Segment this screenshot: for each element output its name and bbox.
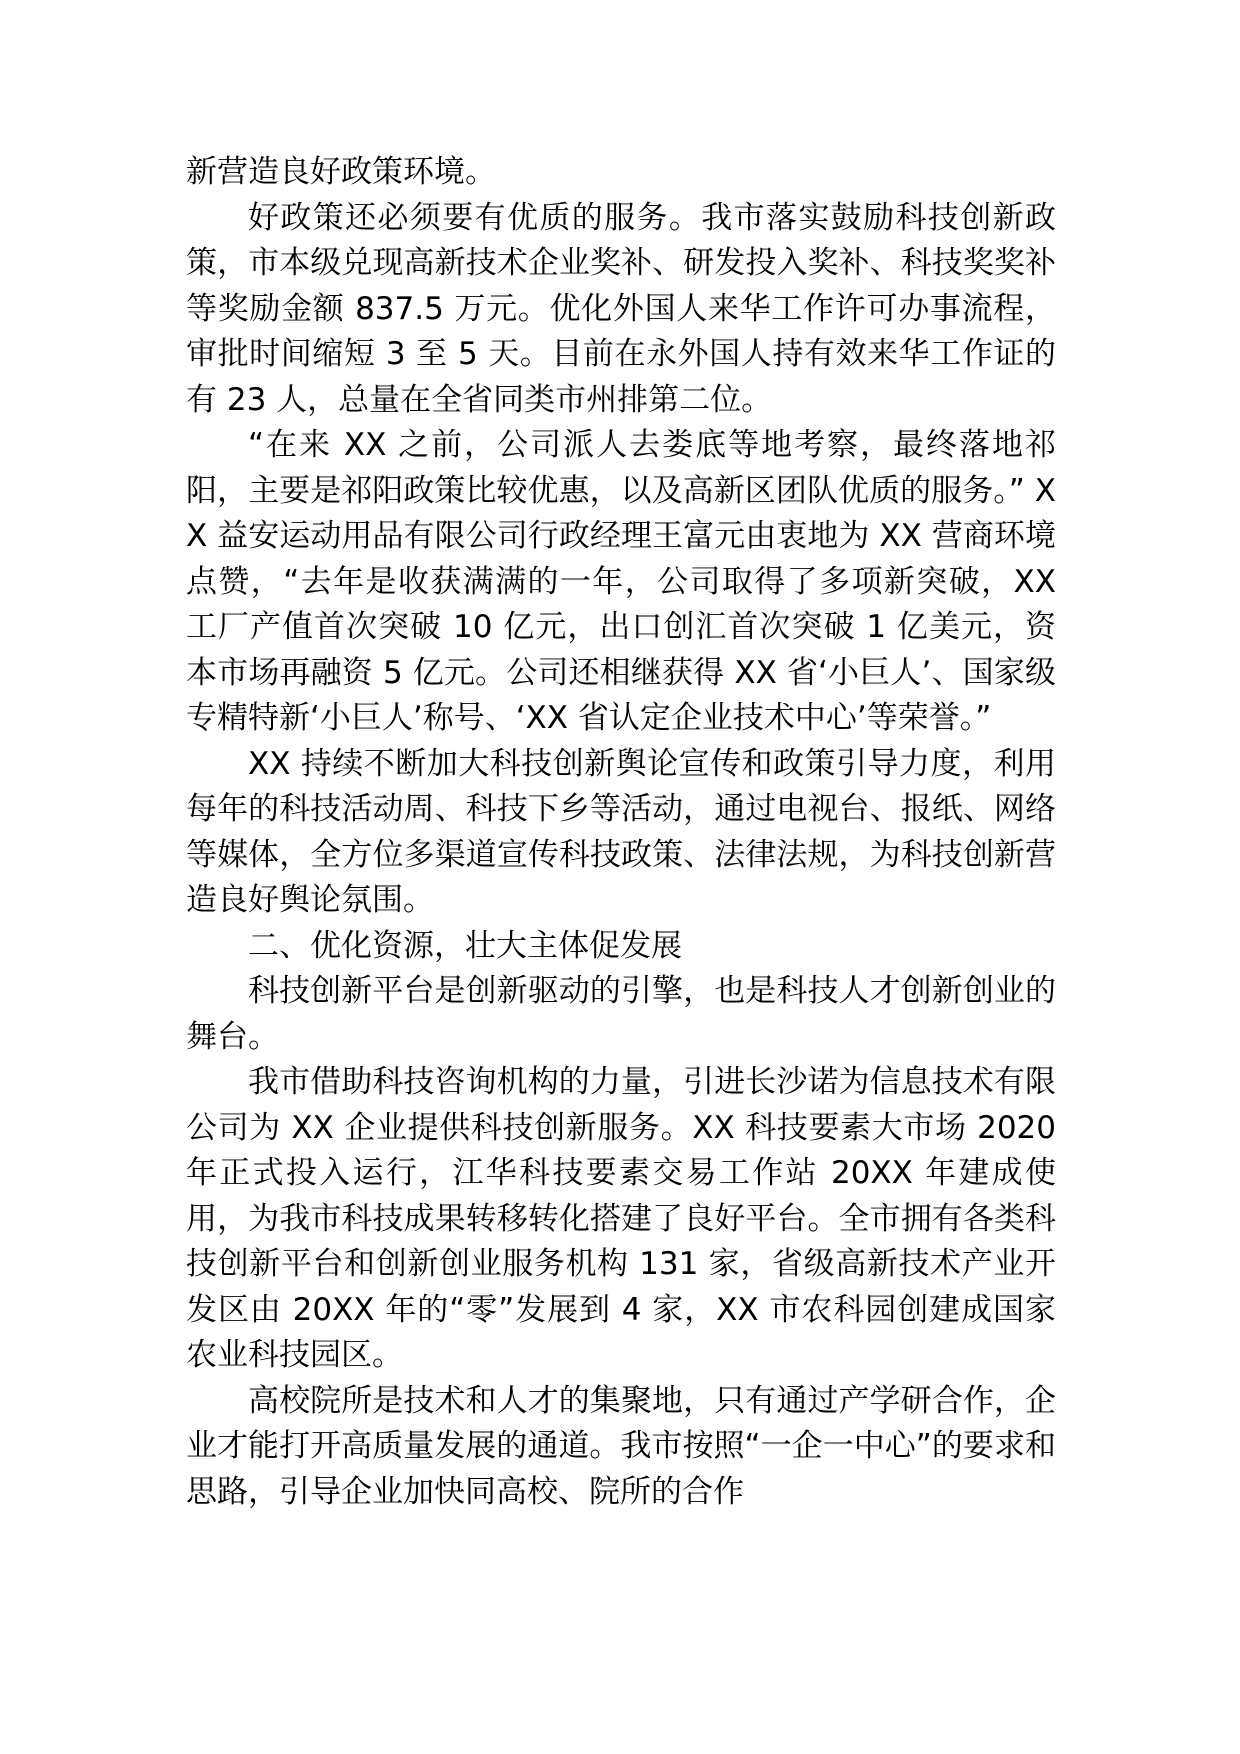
paragraph-service-policy: 好政策还必须要有优质的服务。我市落实鼓励科技创新政策，市本级兑现高新技术企业奖补、研发投入奖补、科技奖奖补等奖励金额 837.5 万元。优化外国人来华工作许可办事流程，审批时间缩短 3 至 5 天。目前在永外国人持有效来华工作证的有 23 人，总量在全省同类市州排第二位。 (186, 199, 1056, 418)
paragraph-platform-details: 我市借助科技咨询机构的力量，引进长沙诺为信息技术有限公司为 XX 企业提供科技创新服务。XX 科技要素大市场 2020 年正式投入运行，江华科技要素交易工作站 20XX 年建成使用，为我市科技成果转移转化搭建了良好平台。全市拥有各类科技创新平台和创新创业服务机构 131 家，省级高新技术产业开发区由 20XX 年的“零”发展到 4 家，XX 市农科园创建成国家农业科技园区。 (186, 1064, 1056, 1373)
paragraph-company-quote: “在来 XX 之前，公司派人去娄底等地考察，最终落地祁阳，主要是祁阳政策比较优惠，以及高新区团队优质的服务。” XX 益安运动用品有限公司行政经理王富元由衷地为 XX 营商环境点赞，“去年是收获满满的一年，公司取得了多项新突破，XX 工厂产值首次突破 10 亿元，出口创汇首次突破 1 亿美元，资本市场再融资 5 亿元。公司还相继获得 XX 省‘小巨人’、国家级专精特新‘小巨人’称号、‘XX 省认定企业技术中心’等荣誉。” (186, 427, 1056, 736)
paragraph-university-cooperation: 高校院所是技术和人才的集聚地，只有通过产学研合作，企业才能打开高质量发展的通道。我市按照“一企一中心”的要求和思路，引导企业加快同高校、院所的合作 (186, 1382, 1056, 1510)
document-page (186, 150, 1056, 1515)
paragraph-platform-intro: 科技创新平台是创新驱动的引擎，也是科技人才创新创业的舞台。 (186, 973, 1056, 1055)
paragraph-publicity: XX 持续不断加大科技创新舆论宣传和政策引导力度，利用每年的科技活动周、科技下乡等活动，通过电视台、报纸、网络等媒体，全方位多渠道宣传科技政策、法律法规，为科技创新营造良好舆论氛围。 (186, 745, 1056, 918)
paragraph-continuation: 新营造良好政策环境。 (186, 154, 496, 190)
section-heading-2: 二、优化资源，壮大主体促发展 (248, 927, 682, 964)
